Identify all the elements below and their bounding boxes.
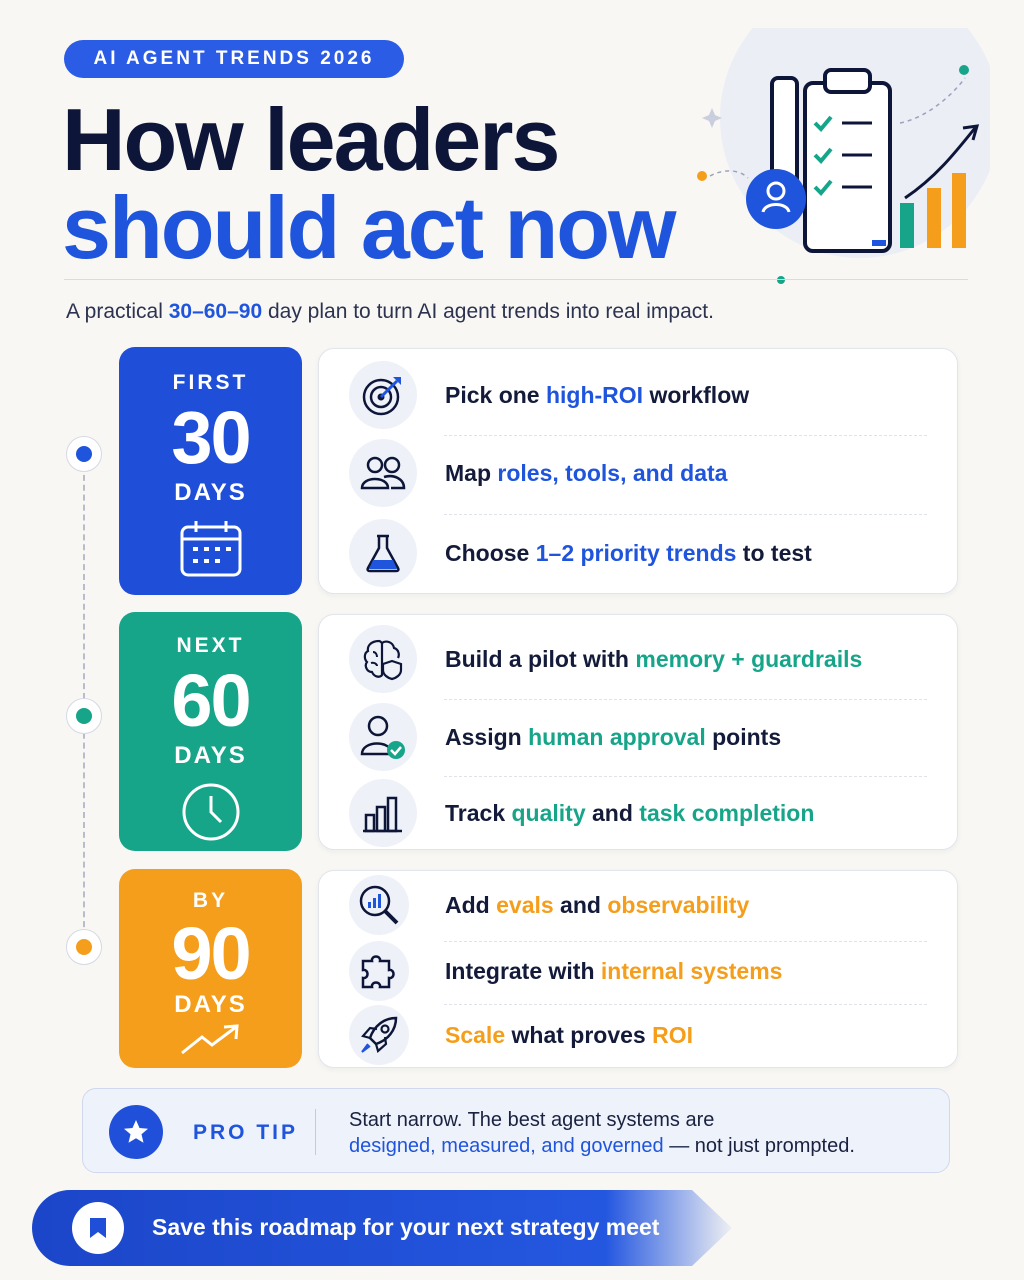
subtitle-highlight: 30–60–90: [168, 300, 263, 323]
user-check-icon: [349, 703, 417, 771]
row-divider: [444, 514, 927, 515]
list-item: Build a pilot with memory + guardrails: [349, 625, 927, 693]
page-title-line-1: How leaders: [62, 90, 559, 189]
bookmark-icon: [72, 1202, 124, 1254]
list-item: Add evals and observability: [349, 875, 927, 935]
phase-60-block: [119, 612, 302, 851]
row-divider: [444, 699, 927, 700]
phase-90-number: 90: [171, 912, 250, 995]
phase-30-days: DAYS: [174, 479, 247, 506]
pro-tip-label: PRO TIP: [193, 1121, 299, 1144]
list-item: Integrate with internal systems: [349, 941, 927, 1001]
row-divider: [444, 435, 927, 436]
rocket-icon: [349, 1005, 409, 1065]
list-item: Choose 1–2 priority trends to test: [349, 519, 927, 587]
phase-60-number: 60: [171, 659, 250, 742]
phase-30-label: FIRST: [172, 371, 249, 394]
cta-label: Save this roadmap for your next strategy meet: [152, 1214, 660, 1240]
list-item: Assign human approval points: [349, 703, 927, 771]
topic-badge: AI AGENT TRENDS 2026: [64, 40, 404, 78]
phase-60-days: DAYS: [174, 742, 247, 769]
pro-tip-line-2: designed, measured, and governed — not just prompted.: [349, 1135, 855, 1157]
bar-chart-icon: [349, 779, 417, 847]
phase-30-number: 30: [171, 396, 250, 479]
timeline-dot-60: [66, 698, 102, 734]
page-title-line-2: should act now: [62, 178, 675, 277]
magnify-chart-icon: [349, 875, 409, 935]
phase-60-steps-card: [318, 614, 958, 850]
list-item: Pick one high-ROI workflow: [349, 361, 927, 429]
phase-90-steps-card: [318, 870, 958, 1068]
phase-90-block: [119, 869, 302, 1068]
list-item: Track quality and task completion: [349, 779, 927, 847]
calendar-icon: [119, 519, 302, 577]
subtitle: A practical 30–60–90 day plan to turn AI agent trends into real impact.: [66, 300, 714, 323]
trend-arrow-icon: [119, 1023, 302, 1057]
phase-30-steps-card: [318, 348, 958, 594]
phase-60-label: NEXT: [176, 634, 245, 657]
target-icon: [349, 361, 417, 429]
phase-30-block: [119, 347, 302, 595]
clock-icon: [119, 782, 302, 842]
brain-shield-icon: [349, 625, 417, 693]
phase-90-label: BY: [192, 889, 229, 912]
header-divider: [64, 279, 968, 280]
save-roadmap-button[interactable]: [32, 1190, 732, 1266]
row-divider: [444, 776, 927, 777]
star-icon: [109, 1105, 163, 1159]
users-icon: [349, 439, 417, 507]
pro-tip-divider: [315, 1109, 316, 1155]
list-item: Scale what proves ROI: [349, 1005, 927, 1065]
phase-90-days: DAYS: [174, 991, 247, 1018]
flask-icon: [349, 519, 417, 587]
timeline-dot-30: [66, 436, 102, 472]
pro-tip-line-1: Start narrow. The best agent systems are: [349, 1109, 715, 1131]
timeline-dot-90: [66, 929, 102, 965]
puzzle-icon: [349, 941, 409, 1001]
pro-tip-box: [82, 1088, 950, 1173]
clipboard-growth-illustration: [690, 28, 990, 288]
list-item: Map roles, tools, and data: [349, 439, 927, 507]
